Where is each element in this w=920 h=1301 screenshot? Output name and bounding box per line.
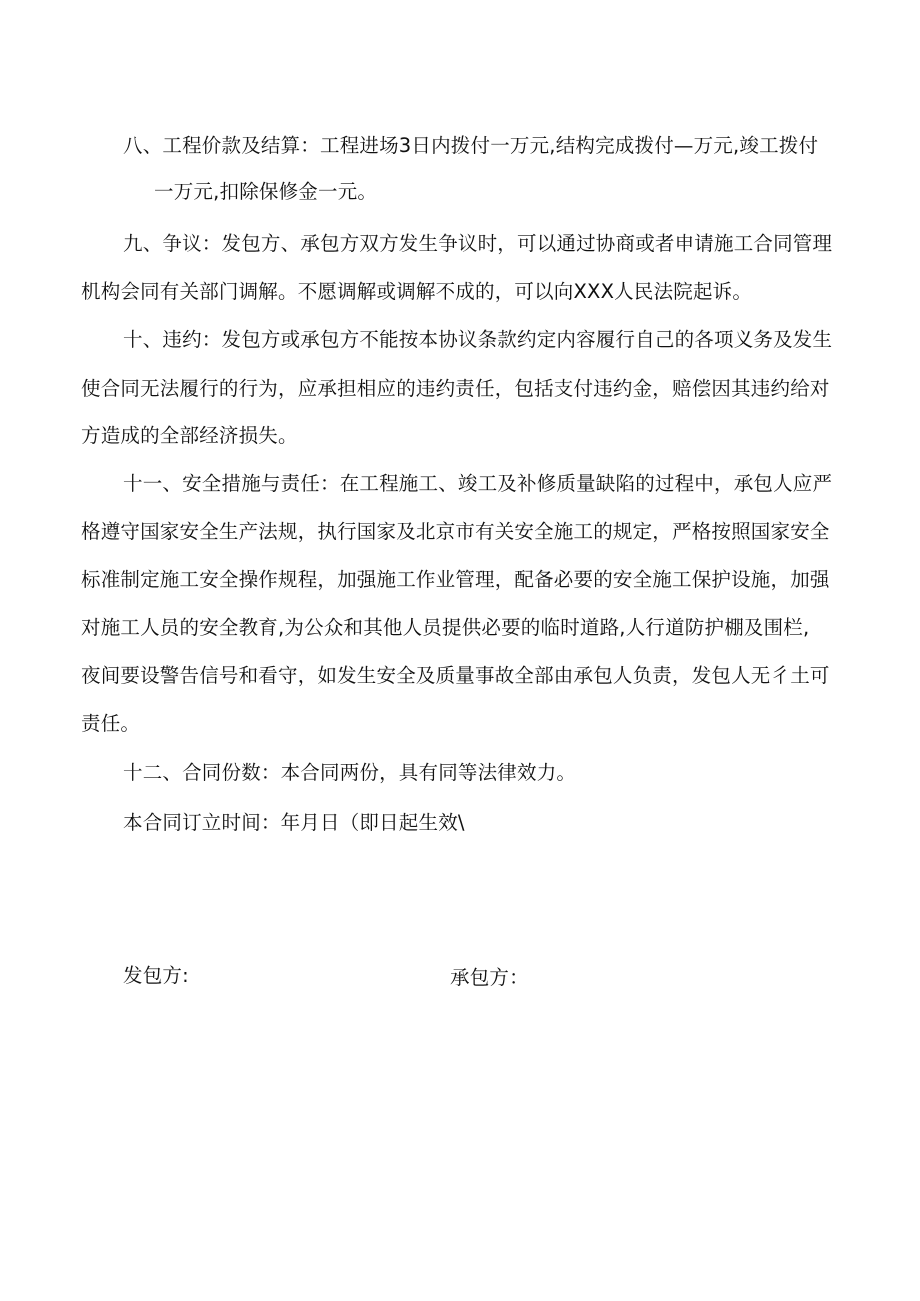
contract-date-line: 本合同订立时间：年月日（即日起生效\ — [123, 811, 465, 834]
clause-10-line-1: 十、违约：发包方或承包方不能按本协议条款约定内容履行自己的各项义务及发生 — [123, 328, 833, 351]
clause-11-line-5: 夜间要设警告信号和看守，如发生安全及质量事故全部由承包人负责，发包人无彳土可 — [81, 664, 830, 687]
clause-9-line-1: 九、争议：发包方、承包方双方发生争议时，可以通过协商或者申请施工合同管理 — [123, 232, 833, 255]
clause-8-line-1: 八、工程价款及结算：工程进场3日内拨付一万元,结构完成拨付—万元,竣工拨付 — [123, 134, 819, 157]
clause-11-line-1: 十一、安全措施与责任：在工程施工、竣工及补修质量缺陷的过程中，承包人应严 — [123, 472, 833, 495]
clause-10-line-3: 方造成的全部经济损失。 — [81, 424, 298, 447]
clause-9-line-2: 机构会同有关部门调解。不愿调解或调解不成的，可以向XXX人民法院起诉。 — [81, 280, 753, 303]
party-b-signature-label: 承包方： — [450, 966, 529, 989]
clause-11-line-3: 标准制定施工安全操作规程，加强施工作业管理，配备必要的安全施工保护设施，加强 — [81, 568, 830, 591]
clause-12-line: 十二、合同份数：本合同两份，具有同等法律效力。 — [123, 761, 577, 784]
clause-11-line-4: 对施工人员的安全教育,为公众和其他人员提供必要的临时道路,人行道防护棚及围栏, — [81, 616, 810, 639]
clause-11-line-2: 格遵守国家安全生产法规，执行国家及北京市有关安全施工的规定，严格按照国家安全 — [81, 520, 830, 543]
party-a-signature-label: 发包方: — [123, 964, 189, 987]
clause-11-line-6: 责任。 — [81, 712, 141, 735]
clause-10-line-2: 使合同无法履行的行为，应承担相应的违约责任，包括支付违约金，赔偿因其违约给对 — [81, 377, 830, 400]
clause-8-line-2: 一万元,扣除保修金一元。 — [154, 180, 378, 203]
